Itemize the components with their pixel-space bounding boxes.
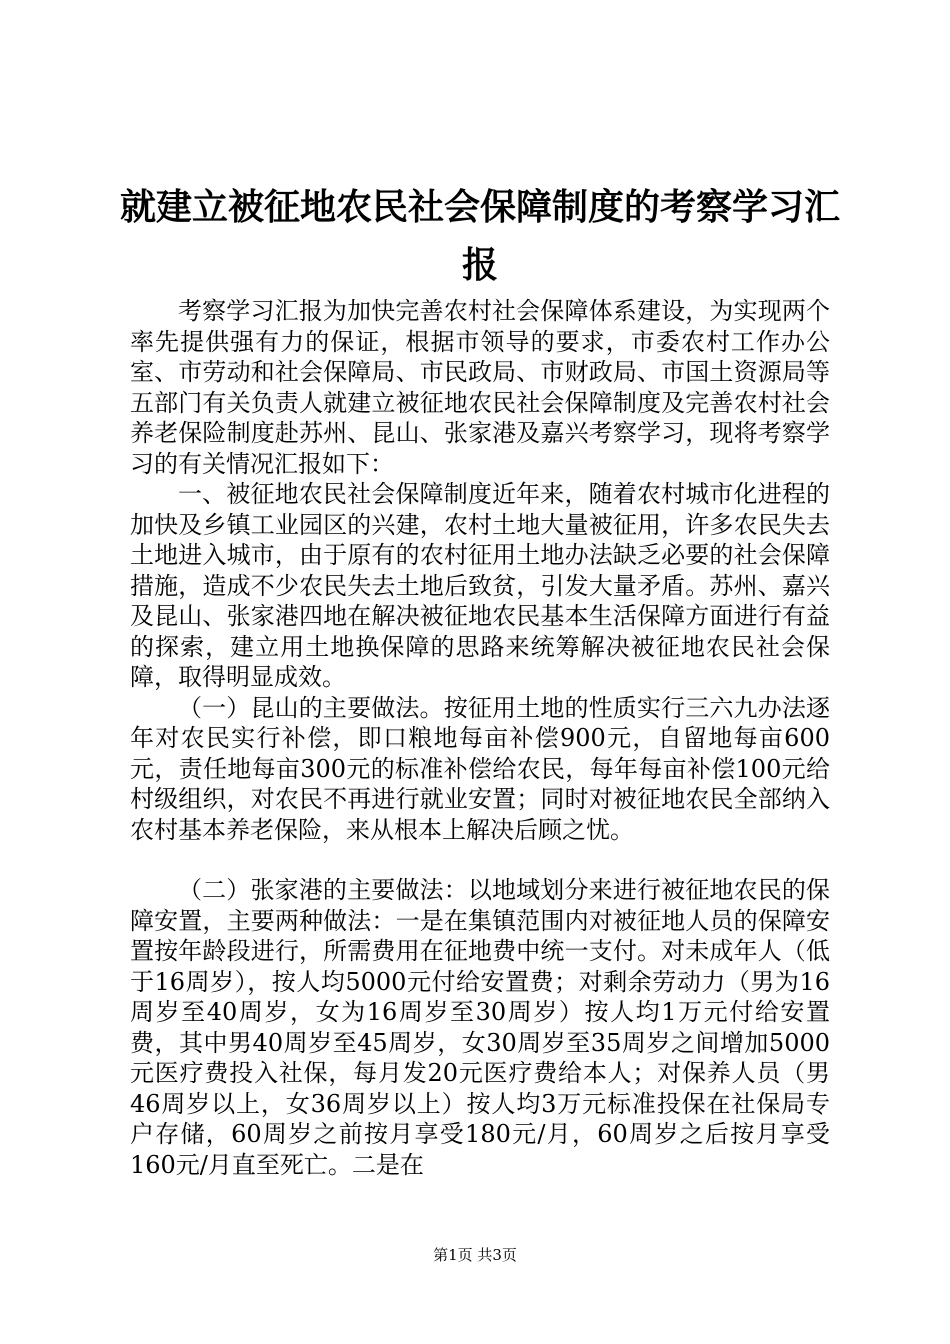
page-footer: 第1页 共3页 bbox=[433, 1246, 517, 1264]
paragraph-zhangjiagang: （二）张家港的主要做法：以地域划分来进行被征地农民的保障安置，主要两种做法：一是在集镇范围内对被征地人员的保障安置按年龄段进行，所需费用在征地费中统一支付。对未成年人（低于16周岁），按人均5000元付给安置费；对剩余劳动力（男为16周岁至40周岁，女为16周岁至30周岁）按人均1万元付给安置费，其中男40周岁至45周岁，女30周岁至35周岁之间增加5000元医疗费投入社保，每月发20元医疗费给本人；对保养人员（男46周岁以上，女36周岁以上）按人均3万元标准投保在社保局专户存储，60周岁之前按月享受180元/月，60周岁之后按月享受160元/月直至死亡。二是在 bbox=[130, 876, 830, 1179]
paragraph-spacer bbox=[130, 845, 830, 875]
paragraph-intro: 考察学习汇报为加快完善农村社会保障体系建设，为实现两个率先提供强有力的保证，根据市领导的要求，市委农村工作办公室、市劳动和社会保障局、市民政局、市财政局、市国土资源局等五部门有关负责人就建立被征地农民社会保障制度及完善农村社会养老保险制度赴苏州、昆山、张家港及嘉兴考察学习，现将考察学习的有关情况汇报如下： bbox=[130, 297, 830, 478]
document-body bbox=[130, 296, 830, 1180]
paragraph-section-one: 一、被征地农民社会保障制度近年来，随着农村城市化进程的加快及乡镇工业园区的兴建，农村土地大量被征用，许多农民失去土地进入城市，由于原有的农村征用土地办法缺乏必要的社会保障措施，造成不少农民失去土地后致贫，引发大量矛盾。苏州、嘉兴及昆山、张家港四地在解决被征地农民基本生活保障方面进行有益的探索，建立用土地换保障的思路来统筹解决被征地农民社会保障，取得明显成效。 bbox=[130, 480, 830, 691]
paragraph-kunshan: （一）昆山的主要做法。按征用土地的性质实行三六九办法逐年对农民实行补偿，即口粮地每亩补偿900元，自留地每亩600元，责任地每亩300元的标准补偿给农民，每年每亩补偿100元给村级组织，对农民不再进行就业安置；同时对被征地农民全部纳入农村基本养老保险，来从根本上解决后顾之忧。 bbox=[130, 693, 830, 844]
document-title: 就建立被征地农民社会保障制度的考察学习汇报 bbox=[120, 186, 841, 286]
